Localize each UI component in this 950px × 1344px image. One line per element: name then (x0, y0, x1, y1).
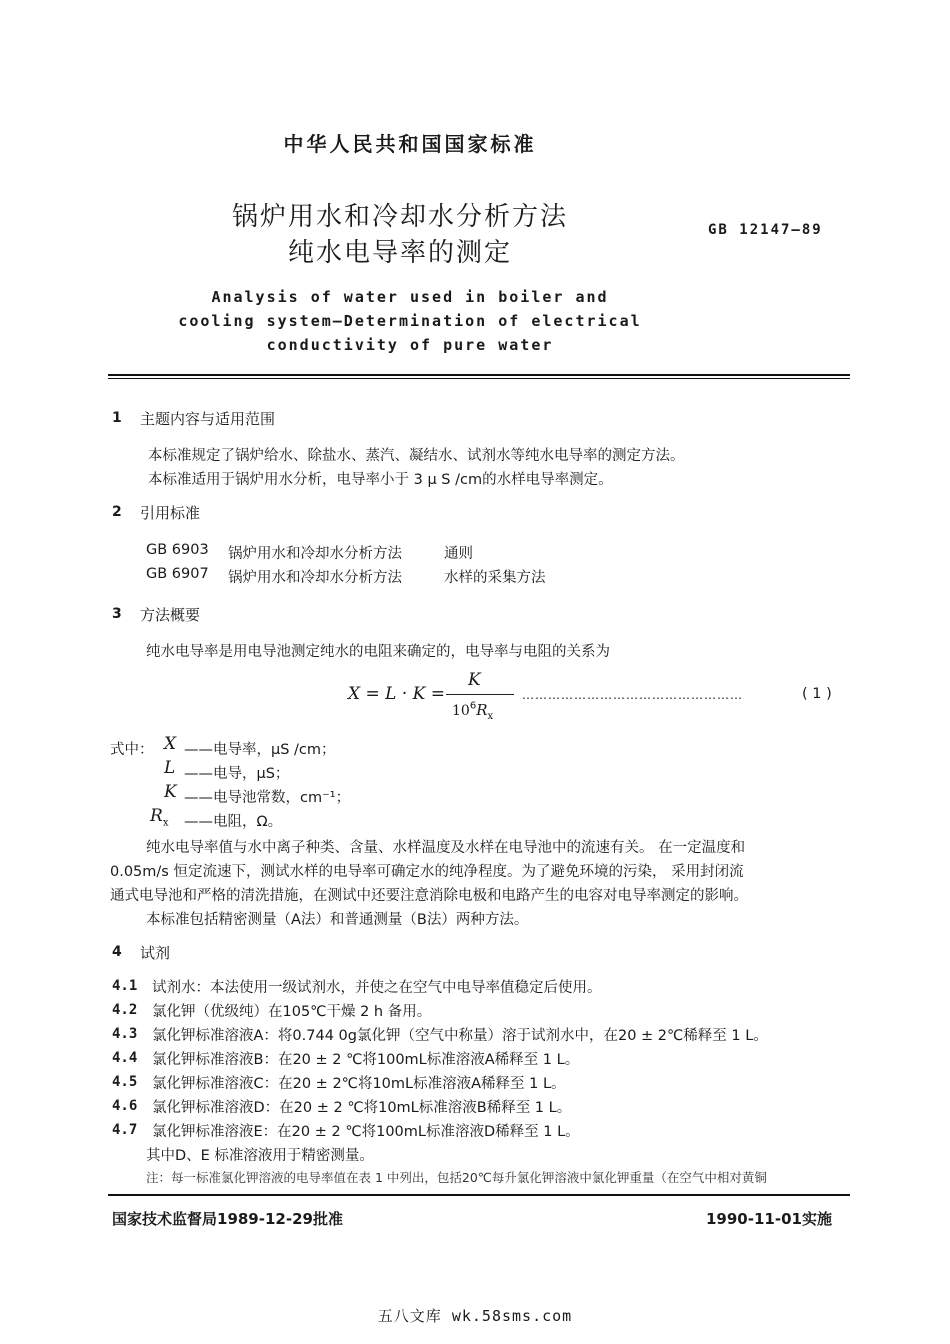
section-3-para1-line1: 纯水电导率值与水中离子种类、含量、水样温度及水样在电导池中的流速有关。 在一定温度和 (146, 840, 746, 856)
formula-leader-dots: …………………………………………… (522, 688, 743, 702)
title-cn-line1: 锅炉用水和冷却水分析方法 (231, 202, 568, 232)
symbol-3: K (164, 782, 177, 802)
section-4-title: 试剂 (140, 944, 171, 962)
section-1-number: 1 (112, 410, 122, 426)
symbol-2-desc: ——电导，μS； (184, 766, 290, 782)
approval-text: 国家技术监督局1989-12-29批准 (112, 1210, 343, 1228)
item-4-7-number: 4.7 (112, 1122, 138, 1138)
denominator-variable: R (476, 701, 488, 719)
formula-numerator: K (468, 670, 481, 690)
section-4-number: 4 (112, 944, 122, 960)
item-4-2-text: 氯化钾（优级纯）在105℃干燥 2 h 备用。 (152, 1004, 432, 1020)
denominator-subscript: x (487, 711, 494, 723)
section-3-intro: 纯水电导率是用电导池测定纯水的电阻来确定的，电导率与电阻的关系为 (146, 644, 610, 660)
title-en-line3: conductivity of pure water (266, 336, 554, 354)
section-2-number: 2 (112, 504, 122, 520)
ref-1-code: GB 6903 (146, 542, 209, 558)
denominator-exponent: 6 (469, 700, 477, 712)
watermark-text: 五八文库 wk.58sms.com (377, 1307, 573, 1325)
section-1-title: 主题内容与适用范围 (140, 410, 276, 428)
where-label: 式中： (110, 742, 154, 758)
ref-2-part: 水样的采集方法 (444, 570, 546, 586)
item-4-4-number: 4.4 (112, 1050, 138, 1066)
section-3-para2: 本标准包括精密测量（A法）和普通测量（B法）两种方法。 (146, 912, 529, 928)
ref-1-part: 通则 (444, 546, 473, 562)
section-4-after-text: 其中D、E 标准溶液用于精密测量。 (146, 1148, 374, 1164)
symbol-3-desc: ——电导池常数，cm⁻¹； (184, 790, 351, 806)
section-3-para1-line2: 0.05m/s 恒定流速下，测试水样的电导率可确定水的纯净程度。为了避免环境的污染， 采用封闭流 (110, 864, 744, 880)
formula-denominator (452, 700, 493, 722)
symbol-4-var: R (150, 806, 163, 826)
item-4-1-text: 试剂水：本法使用一级试剂水，并使之在空气中电导率值稳定后使用。 (152, 980, 602, 996)
section-2-title: 引用标准 (140, 504, 201, 522)
item-4-4-text: 氯化钾标准溶液B：在20 ± 2 ℃将100mL标准溶液A稀释至 1 L。 (152, 1052, 580, 1068)
title-cn-line2: 纯水电导率的测定 (287, 238, 512, 268)
item-4-5-number: 4.5 (112, 1074, 138, 1090)
formula-number: ( 1 ) (802, 686, 832, 702)
section-4-note: 注：每一标准氯化钾溶液的电导率值在表 1 中列出，包括20℃每升氯化钾溶液中氯化钾重量（在空气中相对黄铜 (146, 1170, 767, 1185)
header-divider (108, 374, 850, 376)
gb-number: GB 12147—89 (708, 222, 823, 238)
section-3-number: 3 (112, 606, 122, 622)
footer-divider (108, 1194, 850, 1196)
item-4-6-text: 氯化钾标准溶液D：在20 ± 2 ℃将10mL标准溶液B稀释至 1 L。 (152, 1100, 572, 1116)
section-3-title: 方法概要 (140, 606, 201, 624)
item-4-3-text: 氯化钾标准溶液A：将0.744 0g氯化钾（空气中称量）溶于试剂水中，在20 ± 2℃稀释至 1 L。 (152, 1028, 768, 1044)
ref-2-code: GB 6907 (146, 566, 209, 582)
symbol-1-desc: ——电导率，μS /cm； (184, 742, 336, 758)
section-3-para1-line3: 通式电导池和严格的清洗措施，在测试中还要注意消除电极和电路产生的电容对电导率测定的影响。 (110, 888, 748, 904)
header-divider-thin (108, 378, 850, 379)
title-en-line1: Analysis of water used in boiler and (211, 288, 609, 306)
item-4-5-text: 氯化钾标准溶液C：在20 ± 2℃将10mL标准溶液A稀释至 1 L。 (152, 1076, 566, 1092)
symbol-1: X (164, 734, 177, 754)
symbol-4 (150, 806, 168, 828)
denominator-base: 10 (452, 703, 470, 719)
item-4-3-number: 4.3 (112, 1026, 138, 1042)
symbol-4-subscript: x (162, 817, 169, 829)
item-4-7-text: 氯化钾标准溶液E：在20 ± 2 ℃将100mL标准溶液D稀释至 1 L。 (152, 1124, 580, 1140)
ref-2-name: 锅炉用水和冷却水分析方法 (228, 570, 402, 586)
formula-lhs: X = L · K = (348, 684, 446, 704)
fraction-bar (446, 694, 514, 695)
symbol-2: L (164, 758, 176, 778)
item-4-2-number: 4.2 (112, 1002, 138, 1018)
effective-date-text: 1990-11-01实施 (706, 1210, 832, 1228)
standard-type-heading: 中华人民共和国国家标准 (283, 132, 537, 156)
title-en-line2: cooling system—Determination of electrical (178, 312, 642, 330)
item-4-1-number: 4.1 (112, 978, 138, 994)
item-4-6-number: 4.6 (112, 1098, 138, 1114)
section-1-para-1: 本标准规定了锅炉给水、除盐水、蒸汽、凝结水、试剂水等纯水电导率的测定方法。 (148, 448, 685, 464)
symbol-4-desc: ——电阻，Ω。 (184, 814, 283, 830)
section-1-para-2: 本标准适用于锅炉用水分析，电导率小于 3 μ S /cm的水样电导率测定。 (148, 472, 613, 488)
ref-1-name: 锅炉用水和冷却水分析方法 (228, 546, 402, 562)
